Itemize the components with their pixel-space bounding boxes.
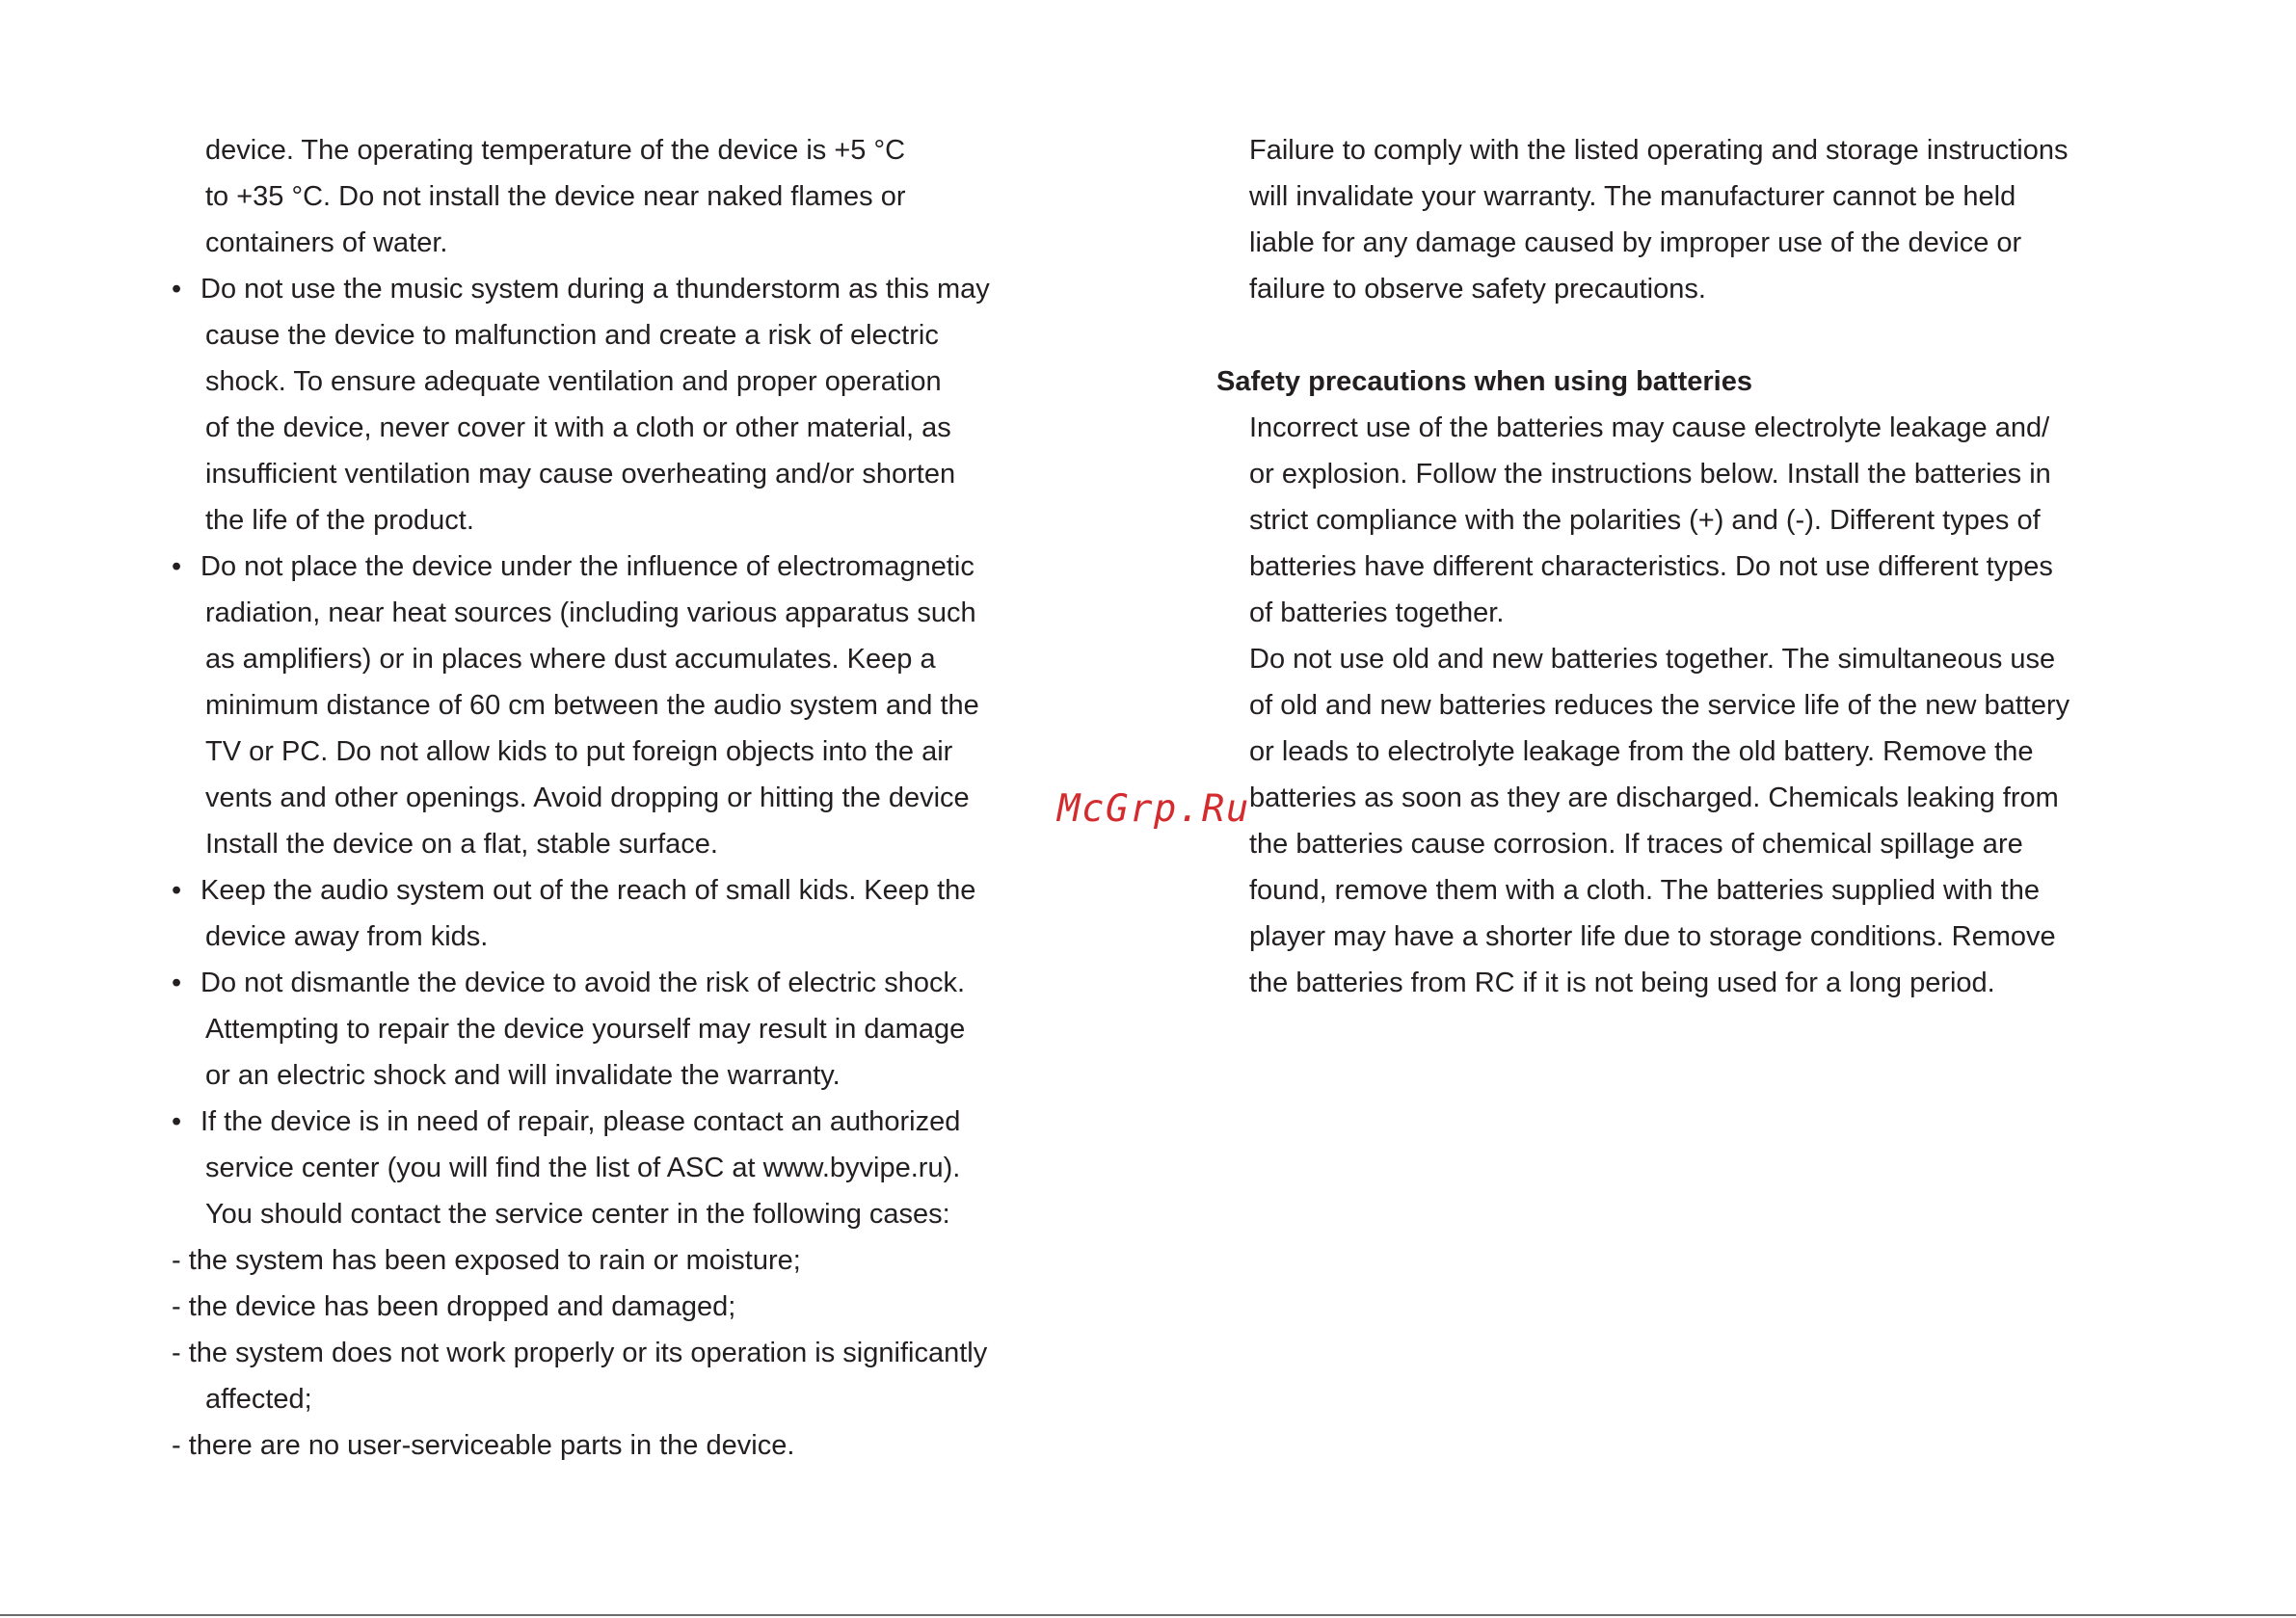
- bullet-continuation-line: service center (you will find the list of ASC at www.byvipe.ru).: [205, 1153, 961, 1183]
- battery-line: of batteries together.: [1249, 597, 1505, 628]
- battery-line: or leads to electrolyte leakage from the old battery. Remove the: [1249, 736, 2034, 767]
- case-continuation-line: affected;: [205, 1384, 312, 1415]
- bullet-continuation-line: insufficient ventilation may cause overheating and/or shorten: [205, 459, 956, 490]
- battery-line: the batteries from RC if it is not being used for a long period.: [1249, 968, 1995, 998]
- left-column: [172, 127, 1135, 1469]
- bullet-text: Do not place the device under the influence of electromagnetic: [200, 551, 974, 582]
- bullet-continuation-line: device away from kids.: [205, 921, 489, 952]
- bullet-continuation-line: vents and other openings. Avoid dropping or hitting the device: [205, 782, 970, 813]
- case-line: - there are no user-serviceable parts in the device.: [172, 1430, 795, 1461]
- bullet-marker: •: [172, 875, 182, 906]
- bullet-text: Do not use the music system during a thunderstorm as this may: [200, 274, 990, 305]
- battery-line: found, remove them with a cloth. The batteries supplied with the: [1249, 875, 2040, 906]
- intro-line: containers of water.: [205, 227, 448, 258]
- bullet-item-placement: [172, 544, 1135, 590]
- bullet-continuation-line: as amplifiers) or in places where dust accumulates. Keep a: [205, 644, 936, 675]
- case-line: - the system has been exposed to rain or moisture;: [172, 1245, 801, 1276]
- case-line: - the device has been dropped and damaged;: [172, 1291, 736, 1322]
- warranty-line: Failure to comply with the listed operating and storage instructions: [1249, 135, 2069, 166]
- warranty-line: will invalidate your warranty. The manufacturer cannot be held: [1249, 181, 2016, 212]
- right-column: [1216, 127, 2238, 1006]
- bullet-continuation-line: cause the device to malfunction and create a risk of electric: [205, 320, 939, 351]
- bullet-continuation-line: Attempting to repair the device yourself may result in damage: [205, 1014, 966, 1045]
- battery-line: or explosion. Follow the instructions below. Install the batteries in: [1249, 459, 2051, 490]
- warranty-line: failure to observe safety precautions.: [1249, 274, 1706, 305]
- battery-line: strict compliance with the polarities (+) and (-). Different types of: [1249, 505, 2041, 536]
- bullet-marker: •: [172, 551, 182, 582]
- battery-line: Incorrect use of the batteries may cause electrolyte leakage and/: [1249, 412, 2050, 443]
- bullet-item-thunderstorm: [172, 266, 1135, 312]
- bullet-text: If the device is in need of repair, please contact an authorized: [200, 1106, 961, 1137]
- warranty-line: liable for any damage caused by improper use of the device or: [1249, 227, 2022, 258]
- intro-line: to +35 °C. Do not install the device near naked flames or: [205, 181, 906, 212]
- case-line: - the system does not work properly or its operation is significantly: [172, 1338, 988, 1368]
- bullet-text: Do not dismantle the device to avoid the risk of electric shock.: [200, 968, 966, 998]
- bottom-rule: [0, 1614, 2296, 1616]
- bullet-marker: •: [172, 968, 182, 998]
- battery-line: batteries have different characteristics. Do not use different types: [1249, 551, 2053, 582]
- bullet-continuation-line: or an electric shock and will invalidate the warranty.: [205, 1060, 841, 1091]
- bullet-continuation-line: Install the device on a flat, stable surface.: [205, 829, 718, 860]
- bullet-item-dismantle: [172, 960, 1135, 1006]
- battery-line: of old and new batteries reduces the service life of the new battery: [1249, 690, 2070, 721]
- battery-line: batteries as soon as they are discharged. Chemicals leaking from: [1249, 782, 2059, 813]
- intro-line: device. The operating temperature of the device is +5 °C: [205, 135, 906, 166]
- bullet-continuation-line: shock. To ensure adequate ventilation and proper operation: [205, 366, 942, 397]
- battery-line: the batteries cause corrosion. If traces of chemical spillage are: [1249, 829, 2023, 860]
- bullet-continuation-line: You should contact the service center in the following cases:: [205, 1199, 950, 1230]
- bullet-continuation-line: minimum distance of 60 cm between the audio system and the: [205, 690, 979, 721]
- bullet-text: Keep the audio system out of the reach of small kids. Keep the: [200, 875, 976, 906]
- bullet-continuation-line: of the device, never cover it with a cloth or other material, as: [205, 412, 951, 443]
- paragraph-spacer: [1216, 312, 2238, 358]
- bullet-marker: •: [172, 1106, 182, 1137]
- bullet-continuation-line: the life of the product.: [205, 505, 474, 536]
- bullet-marker: •: [172, 274, 182, 305]
- bullet-item-repair: [172, 1099, 1135, 1145]
- section-heading: Safety precautions when using batteries: [1216, 366, 1752, 397]
- watermark: McGrp.Ru: [1057, 787, 1250, 831]
- bullet-continuation-line: radiation, near heat sources (including various apparatus such: [205, 597, 976, 628]
- battery-line: player may have a shorter life due to storage conditions. Remove: [1249, 921, 2056, 952]
- battery-line: Do not use old and new batteries together. The simultaneous use: [1249, 644, 2056, 675]
- bullet-continuation-line: TV or PC. Do not allow kids to put foreign objects into the air: [205, 736, 953, 767]
- bullet-item-kids: [172, 867, 1135, 914]
